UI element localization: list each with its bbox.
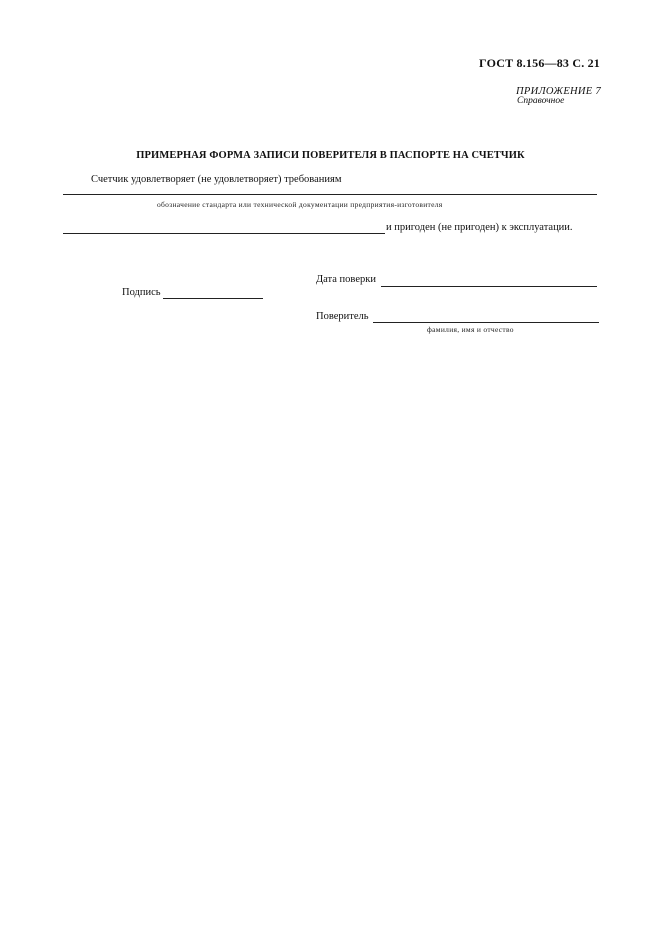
standard-designation-caption: обозначение стандарта или технической документации предприятия-изготовителя [157, 200, 443, 209]
verifier-name-caption: фамилия, имя и отчество [427, 325, 514, 334]
appendix-type: Справочное [517, 96, 565, 106]
appendix-label: ПРИЛОЖЕНИЕ 7 [516, 86, 601, 97]
fitness-statement: и пригоден (не пригоден) к эксплуатации. [386, 222, 573, 233]
verifier-name-line [373, 322, 599, 323]
form-title: ПРИМЕРНАЯ ФОРМА ЗАПИСИ ПОВЕРИТЕЛЯ В ПАСПОРТЕ НА СЧЕТЧИК [136, 150, 525, 161]
standard-designation-line [63, 194, 597, 195]
verification-date-label: Дата поверки [316, 274, 376, 285]
signature-label: Подпись [122, 287, 161, 298]
document-header: ГОСТ 8.156—83 С. 21 [479, 56, 600, 70]
standard-continuation-line [63, 233, 385, 234]
verification-date-line [381, 286, 597, 287]
meter-statement: Счетчик удовлетворяет (не удовлетворяет) требованиям [91, 174, 342, 185]
signature-line [163, 298, 263, 299]
verifier-label: Поверитель [316, 311, 369, 322]
